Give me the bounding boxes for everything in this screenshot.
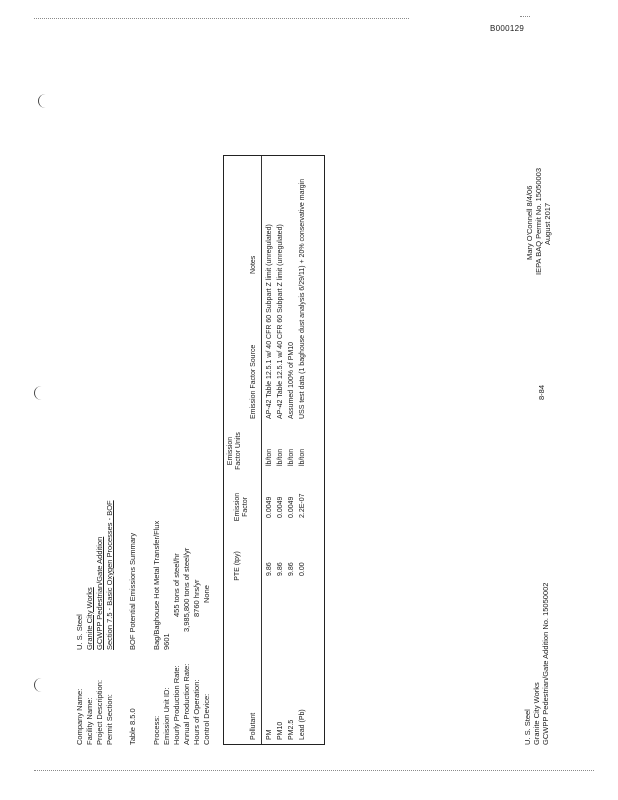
footer-company: U. S. Steel [523, 709, 532, 745]
row-pte: 9.86 [277, 562, 284, 576]
bates-number: B000129 [490, 24, 525, 33]
table-number: Table 8.5.0 [128, 708, 137, 745]
footer-page-number: 8-84 [537, 384, 546, 400]
rotated-document-page [30, 155, 590, 745]
emissions-table [223, 155, 325, 745]
row-units: lb/ton [277, 448, 284, 466]
process-label: Process: [152, 715, 161, 745]
process-value: Bag/Baghouse Hot Metal Transfer/Flux [152, 520, 161, 650]
hours-label: Hours of Operation: [192, 679, 201, 745]
permit-section-label: Permit Section: [105, 694, 114, 745]
footer-right-line3: August 2017 [543, 202, 552, 245]
company-name-value: U. S. Steel [75, 614, 84, 650]
footer-right-line2: IEPA BAQ Permit No. 15050003 [534, 167, 543, 275]
hourly-rate-label: Hourly Production Rate: [172, 665, 181, 745]
row-source: AP-42 Table 12.5.1 w/ 40 CFR 60 Subpart Z limit (unregulated) [266, 224, 273, 419]
header-divider [261, 156, 262, 744]
hourly-rate-value: 455 tons of steel/hr [172, 553, 181, 617]
emission-unit-label: Emission Unit ID: [162, 687, 171, 745]
row-ef: 0.0049 [266, 496, 273, 518]
row-ef: 0.0049 [288, 496, 295, 518]
row-pte: 0.00 [299, 562, 306, 576]
header-ef-units: Emission Factor Units [227, 432, 243, 470]
permit-section-value: Section 7.5 - Basic Oxygen Processes - BOF [105, 500, 114, 650]
row-units: lb/ton [288, 448, 295, 466]
row-source: USS test data (1 baghouse dust analysis 6/29/11) + 20% conservative margin [299, 178, 306, 419]
row-pollutant: Lead (Pb) [299, 709, 306, 740]
footer-project: GCWPP Pedestrian/Gate Addition No. 15050002 [541, 582, 550, 745]
header-notes: Notes [250, 255, 257, 274]
row-pollutant: PM [266, 729, 273, 740]
project-description-label: Project Description: [95, 679, 104, 745]
header-ef-source: Emission Factor Source [250, 344, 257, 419]
row-source: AP-42 Table 12.5.1 w/ 40 CFR 60 Subpart Z limit (unregulated) [277, 224, 284, 419]
header-pte: PTE (tpy) [234, 551, 241, 581]
annual-rate-label: Annual Production Rate: [182, 663, 191, 745]
emission-unit-value: 9601 [162, 633, 171, 650]
project-description-value: GCWPP Pedestrian/Gate Addition [95, 536, 104, 650]
row-pollutant: PM2.5 [288, 719, 295, 740]
annual-rate-value: 3,985,800 tons of steel/yr [182, 547, 191, 632]
header-pollutant: Pollutant [250, 712, 257, 740]
control-value: None [202, 585, 211, 603]
row-ef: 2.2E-07 [299, 493, 306, 518]
facility-name-label: Facility Name: [85, 697, 94, 745]
scan-border-bottom [34, 770, 594, 771]
control-label: Control Device: [202, 693, 211, 745]
scan-border-top [34, 18, 409, 19]
scan-mark-top-right [520, 16, 530, 17]
row-pte: 9.86 [266, 562, 273, 576]
row-pollutant: PM10 [277, 721, 284, 740]
row-units: lb/ton [299, 448, 306, 466]
facility-name-value: Granite City Works [85, 587, 94, 650]
row-units: lb/ton [266, 448, 273, 466]
header-emission-factor: Emission Factor [234, 492, 250, 522]
footer-right-line1: Mary O'Connell 8/4/06 [525, 185, 534, 260]
company-name-label: Company Name: [75, 688, 84, 745]
punch-hole-top [38, 94, 53, 108]
footer-facility: Granite City Works [532, 682, 541, 745]
row-ef: 0.0049 [277, 496, 284, 518]
row-source: Assumed 100% of PM10 [288, 341, 295, 419]
table-title: BOF Potential Emissions Summary [128, 532, 137, 650]
hours-value: 8760 hrs/yr [192, 579, 201, 617]
row-pte: 9.86 [288, 562, 295, 576]
